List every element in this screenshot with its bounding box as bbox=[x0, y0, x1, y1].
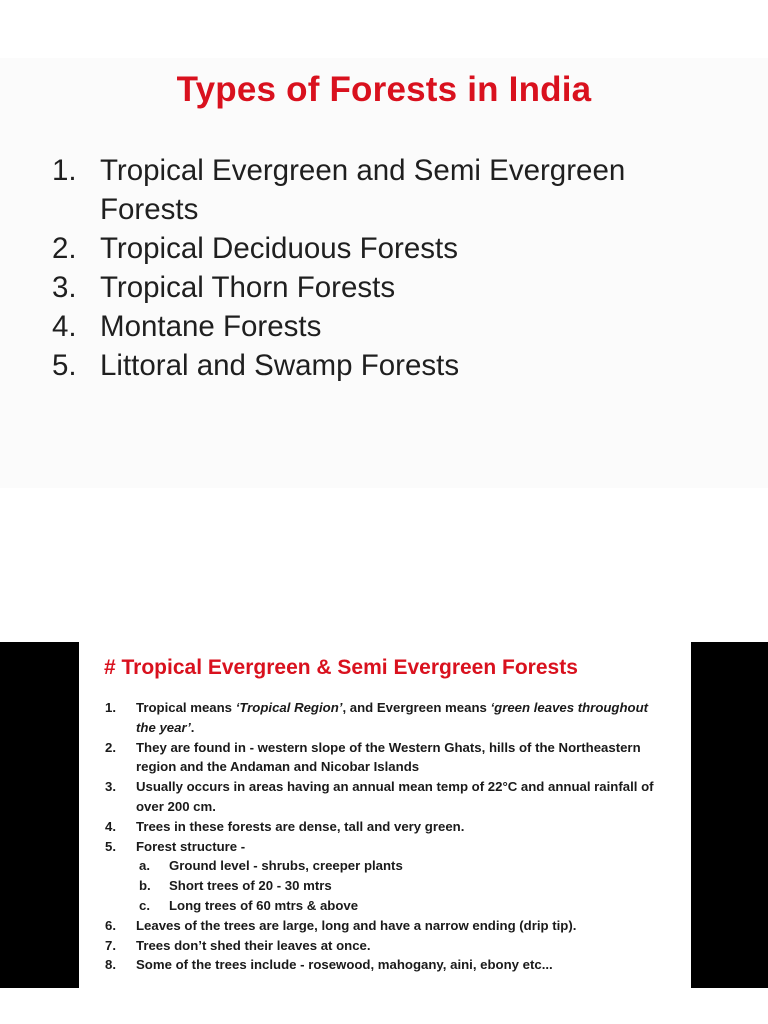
list-number: 1. bbox=[105, 700, 116, 715]
list-text: They are found in - western slope of the Western Ghats, hills of the Northeastern region and the Andaman and Nicobar Islands bbox=[136, 739, 641, 775]
forest-structure-sublist bbox=[136, 856, 656, 915]
list-item bbox=[105, 955, 656, 975]
slide-tropical-evergreen bbox=[79, 642, 691, 988]
list-item bbox=[105, 936, 656, 956]
sublist-letter: c. bbox=[139, 897, 150, 913]
list-item bbox=[105, 817, 656, 837]
list-text: Forest structure - bbox=[136, 838, 246, 854]
list-text: Littoral and Swamp Forests bbox=[100, 349, 460, 382]
list-number: 3. bbox=[52, 271, 77, 304]
list-item bbox=[105, 916, 656, 936]
list-text: Some of the trees include - rosewood, mahogany, aini, ebony etc... bbox=[136, 957, 553, 973]
sublist-text: Short trees of 20 - 30 mtrs bbox=[169, 878, 332, 894]
list-number: 8. bbox=[105, 957, 116, 973]
list-text-block bbox=[136, 837, 656, 916]
list-text: Leaves of the trees are large, long and have a narrow ending (drip tip). bbox=[136, 917, 577, 933]
list-number: 7. bbox=[105, 937, 116, 953]
list-item bbox=[105, 698, 656, 738]
list-number: 5. bbox=[52, 349, 77, 382]
list-number: 2. bbox=[105, 739, 116, 755]
list-item bbox=[105, 837, 656, 916]
list-text bbox=[136, 698, 656, 738]
list-number: 2. bbox=[52, 232, 77, 265]
list-text: Trees in these forests are dense, tall and very green. bbox=[136, 818, 465, 834]
list-item bbox=[52, 307, 700, 346]
list-item bbox=[52, 268, 700, 307]
list-text: Tropical Deciduous Forests bbox=[100, 232, 458, 265]
list-number: 1. bbox=[52, 154, 77, 187]
list-item bbox=[52, 346, 700, 385]
text-part: , and Evergreen means bbox=[342, 700, 491, 715]
list-number: 4. bbox=[52, 310, 77, 343]
italic-term: ‘Tropical Region’ bbox=[235, 700, 343, 715]
slide2-title: # Tropical Evergreen & Semi Evergreen Forests bbox=[104, 656, 578, 679]
sublist-text: Long trees of 60 mtrs & above bbox=[169, 897, 359, 913]
text-part: . bbox=[190, 719, 195, 735]
list-text: Tropical Thorn Forests bbox=[100, 271, 396, 304]
sublist-letter: b. bbox=[139, 878, 151, 894]
list-item bbox=[105, 738, 656, 778]
slide1-title: Types of Forests in India bbox=[176, 70, 592, 109]
sublist-letter: a. bbox=[139, 858, 150, 874]
list-item bbox=[52, 229, 700, 268]
italic-term: ‘green leaves throughout the year’ bbox=[136, 700, 649, 735]
list-number: 3. bbox=[105, 779, 116, 795]
letterbox-left bbox=[0, 642, 79, 988]
letterbox-right bbox=[691, 642, 768, 988]
sublist-text: Ground level - shrubs, creeper plants bbox=[169, 858, 403, 874]
list-text: Usually occurs in areas having an annual mean temp of 22°C and annual rainfall of over 200 cm. bbox=[136, 779, 654, 814]
list-item bbox=[52, 151, 700, 229]
forest-types-list bbox=[52, 151, 700, 385]
list-number: 4. bbox=[105, 818, 116, 834]
sublist-item bbox=[136, 876, 656, 896]
list-number: 6. bbox=[105, 917, 116, 933]
list-text: Trees don’t shed their leaves at once. bbox=[136, 937, 371, 953]
evergreen-facts-list bbox=[105, 698, 656, 975]
text-part: Tropical means bbox=[136, 700, 236, 715]
list-item bbox=[105, 777, 656, 817]
list-text: Montane Forests bbox=[100, 310, 322, 343]
list-text: Tropical Evergreen and Semi Evergreen Forests bbox=[100, 154, 626, 226]
list-number: 5. bbox=[105, 838, 116, 854]
sublist-item bbox=[136, 896, 656, 916]
sublist-item bbox=[136, 856, 656, 876]
